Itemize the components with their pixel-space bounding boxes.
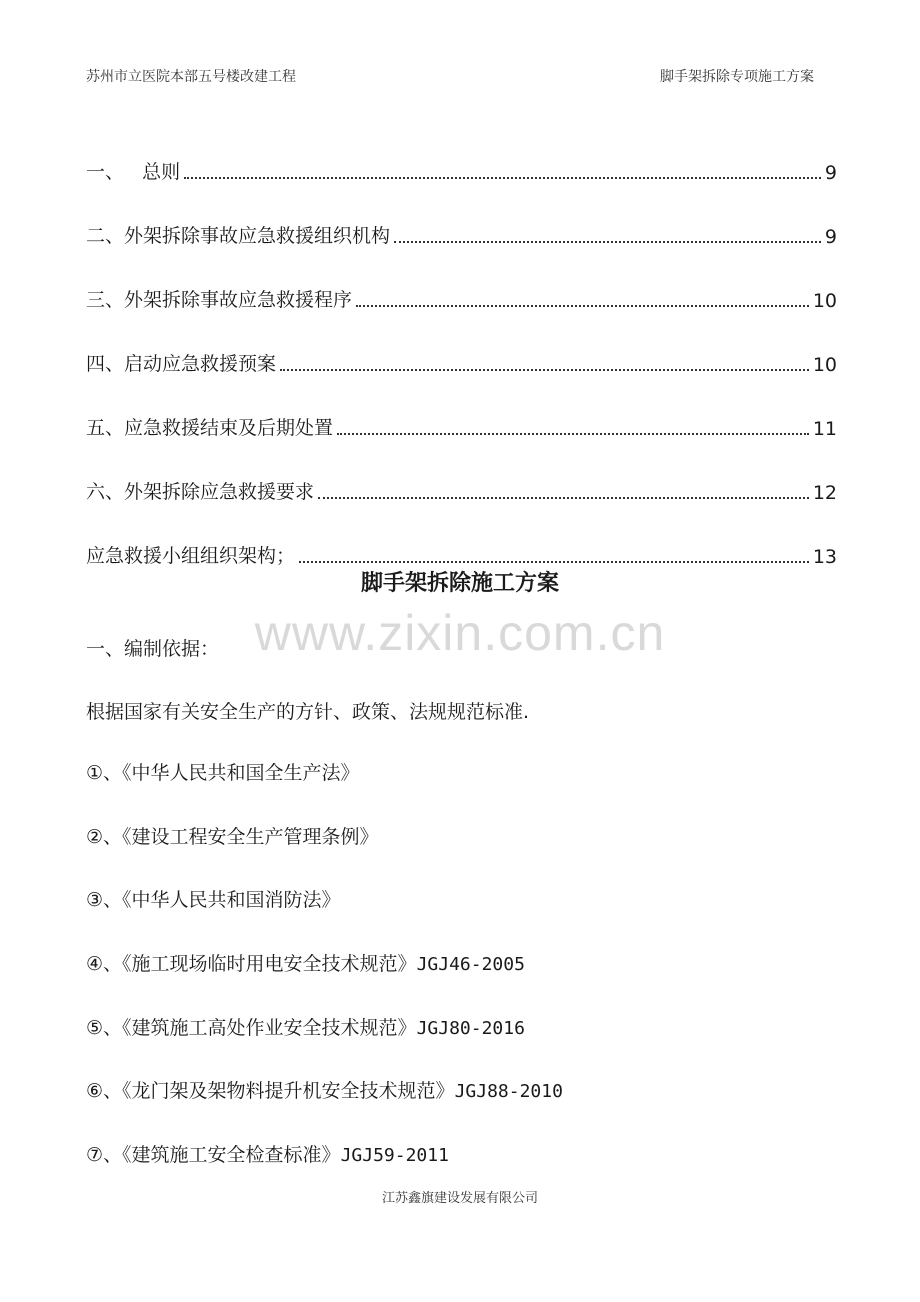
toc-dot-leader	[337, 433, 809, 435]
reference-title: 《中华人民共和国消防法》	[122, 889, 341, 912]
reference-title: 《施工现场临时用电安全技术规范》	[122, 953, 417, 976]
toc-entry-page: 9	[824, 226, 837, 248]
toc-entry-label: 一、 总则	[86, 161, 181, 183]
section-heading: 一、编制依据：	[86, 638, 220, 660]
toc-entry-page: 10	[812, 354, 837, 376]
reference-marker: ⑦、	[86, 1144, 123, 1167]
reference-title: 《建筑施工安全检查标准》	[122, 1144, 341, 1167]
toc-dot-leader	[318, 497, 809, 499]
toc-entry-label: 四、启动应急救援预案	[86, 353, 277, 375]
toc-entry-page: 13	[812, 546, 837, 568]
reference-marker: ⑤、	[86, 1016, 123, 1039]
reference-marker: ⑥、	[86, 1080, 123, 1103]
toc-entry-page: 9	[824, 162, 837, 184]
reference-marker: ①、	[86, 762, 123, 784]
reference-code: JGJ80-2016	[416, 1017, 525, 1039]
toc-dot-leader	[299, 561, 809, 563]
reference-code: JGJ46-2005	[416, 954, 525, 976]
header-project-name: 苏州市立医院本部五号楼改建工程	[86, 69, 296, 85]
toc-entry[interactable]	[86, 120, 837, 184]
reference-item	[86, 885, 826, 949]
toc-entry[interactable]	[86, 184, 837, 248]
reference-marker: ③、	[86, 889, 123, 912]
toc-entry-page: 11	[812, 418, 837, 440]
intro-paragraph: 根据国家有关安全生产的方针、政策、法规规范标准.	[86, 701, 530, 723]
page-header	[86, 66, 814, 88]
reference-title: 《龙门架及架物料提升机安全技术规范》	[122, 1080, 455, 1103]
toc-dot-leader	[356, 305, 809, 307]
reference-item	[86, 949, 826, 1013]
reference-item	[86, 822, 826, 886]
toc-entry-label: 三、外架拆除事故应急救援程序	[86, 289, 353, 311]
reference-title: 《中华人民共和国全生产法》	[122, 762, 360, 784]
toc-entry-label: 六、外架拆除应急救援要求	[86, 481, 315, 503]
toc-entry[interactable]	[86, 312, 837, 376]
page-footer: 江苏鑫旗建设发展有限公司	[381, 1191, 538, 1206]
toc-entry[interactable]	[86, 376, 837, 440]
toc-dot-leader	[184, 177, 821, 179]
header-document-name: 脚手架拆除专项施工方案	[660, 69, 814, 85]
reference-list	[86, 758, 826, 1204]
toc-dot-leader	[280, 369, 809, 371]
toc-entry-page: 12	[812, 482, 837, 504]
reference-code: JGJ88-2010	[454, 1081, 563, 1103]
reference-title: 《建筑施工高处作业安全技术规范》	[122, 1016, 417, 1039]
toc-entry[interactable]	[86, 440, 837, 504]
reference-code: JGJ59-2011	[340, 1145, 449, 1167]
toc-dot-leader	[394, 241, 821, 243]
document-title: 脚手架拆除施工方案	[360, 571, 559, 596]
reference-item	[86, 1076, 826, 1140]
toc-entry-label: 二、外架拆除事故应急救援组织机构	[86, 225, 391, 247]
reference-item	[86, 758, 826, 822]
reference-item	[86, 1013, 826, 1077]
table-of-contents	[86, 120, 837, 568]
reference-title: 《建设工程安全生产管理条例》	[122, 825, 379, 848]
toc-entry-label: 五、应急救援结束及后期处置	[86, 417, 334, 439]
watermark: www.zixin.com.cn	[254, 605, 666, 661]
reference-marker: ④、	[86, 953, 123, 976]
toc-entry[interactable]	[86, 248, 837, 312]
toc-entry-page: 10	[812, 290, 837, 312]
toc-entry-label: 应急救援小组组织架构；	[86, 545, 296, 567]
toc-entry[interactable]	[86, 504, 837, 568]
reference-marker: ②、	[86, 825, 123, 848]
